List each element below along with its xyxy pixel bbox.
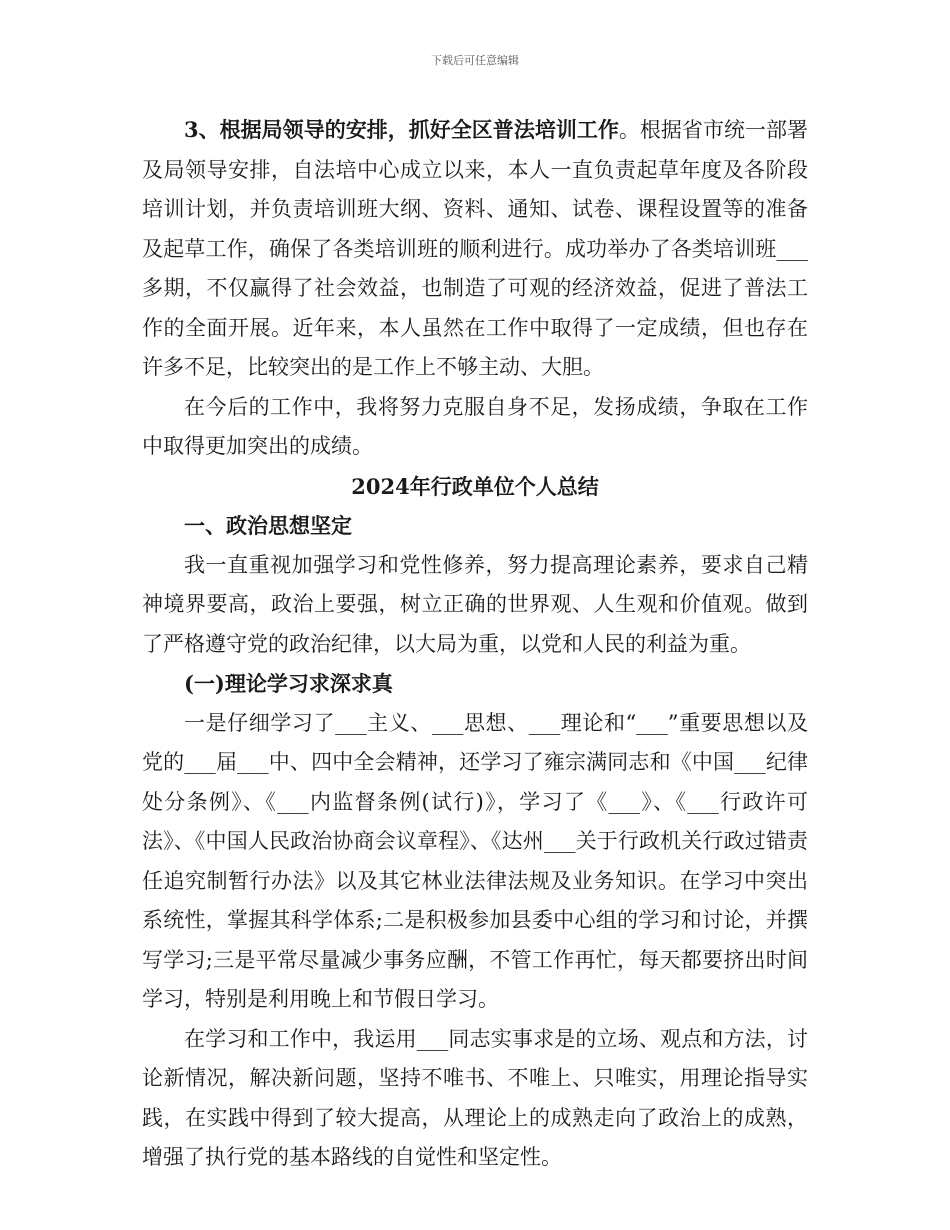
paragraph-theory-study: 一是仔细学习了___主义、___思想、___理论和“___”重要思想以及党的___届___中、四中全会精神，还学习了雍宗满同志和《中国___纪律处分条例》、《___内监督条例(试行)》，学习了《___》、《___行政许可法》、《中国人民政治协商会议章程》、《达州___关于行政机关行政过错责任追究制暂行办法》以及其它林业法律法规及业务知识。在学习中突出系统性，掌握其科学体系;二是积极参加县委中心组的学习和讨论，并撰写学习;三是平常尽量减少事务应酬，不管工作再忙，每天都要挤出时间学习，特别是利用晚上和节假日学习。 bbox=[142, 710, 808, 1011]
document-body bbox=[142, 110, 808, 1178]
heading-theory-study: (一)理论学习求深求真 bbox=[184, 671, 393, 696]
heading-political: 一、政治思想坚定 bbox=[184, 513, 352, 538]
paragraph-practice: 在学习和工作中，我运用___同志实事求是的立场、观点和方法，讨论新情况，解决新问题，坚持不唯书、不唯上、只唯实，用理论指导实践，在实践中得到了较大提高，从理论上的成熟走向了政治上的成熟，增强了执行党的基本路线的自觉性和坚定性。 bbox=[142, 1026, 808, 1169]
page-header: 下载后可任意编辑 bbox=[431, 54, 519, 67]
paragraph-section3 bbox=[142, 110, 808, 388]
section3-body: 。根据省市统一部署及局领导安排，自法培中心成立以来，本人一直负责起草年度及各阶段培训计划，并负责培训班大纲、资料、通知、试卷、课程设置等的准备及起草工作，确保了各类培训班的顺利进行。成功举办了各类培训班___多期，不仅赢得了社会效益，也制造了可观的经济效益，促进了普法工作的全面开展。近年来，本人虽然在工作中取得了一定成绩，但也存在许多不足，比较突出的是工作上不够主动、大胆。 bbox=[142, 118, 808, 379]
paragraph-closing: 在今后的工作中，我将努力克服自身不足，发扬成绩，争取在工作中取得更加突出的成绩。 bbox=[142, 394, 808, 458]
paragraph-political: 我一直重视加强学习和党性修养，努力提高理论素养，要求自己精神境界要高，政治上要强，树立正确的世界观、人生观和价值观。做到了严格遵守党的政治纪律，以大局为重，以党和人民的利益为重。 bbox=[142, 552, 808, 656]
section3-lead: 3、根据局领导的安排，抓好全区普法培训工作 bbox=[184, 117, 619, 142]
document-title: 2024年行政单位个人总结 bbox=[351, 473, 599, 499]
